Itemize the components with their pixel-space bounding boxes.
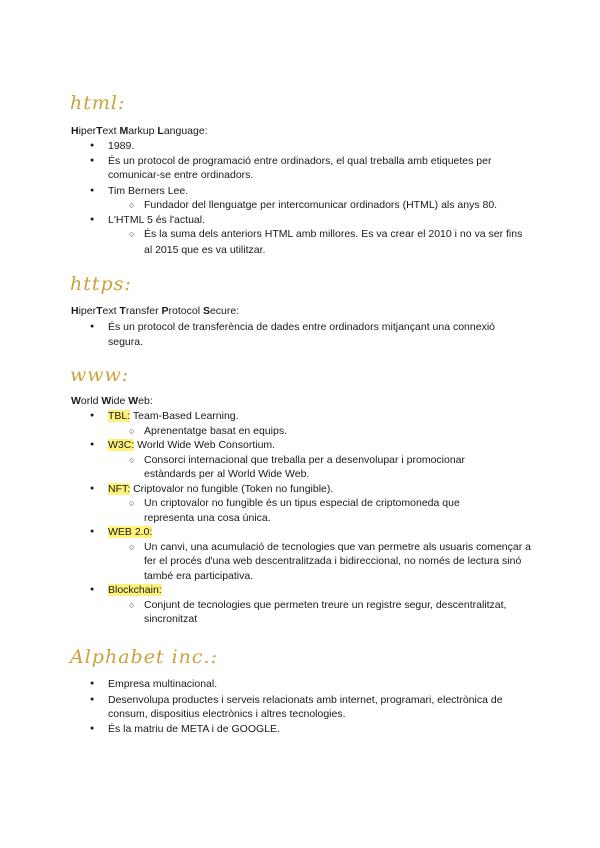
list-item: ● És un protocol de programació entre ordinadors, el qual treballa amb etiquetes per comunicar-se entre ordinadors. [71, 154, 531, 183]
acronym-definition-www: World Wide Web: [71, 395, 153, 407]
section-heading-alphabet: Alphabet inc.: [70, 646, 219, 668]
list-item [71, 525, 531, 540]
list-item: ● 1989. [71, 139, 531, 154]
highlighted-term: WEB 2.0: [108, 526, 153, 538]
www-list [71, 409, 531, 627]
list-item: ● Desenvolupa productes i serveis relacionats amb internet, programari, electrònica de consum, dispositius electrònics i altres tecnologies. [71, 693, 531, 722]
list-item [71, 583, 531, 598]
list-item: ● W3C: World Wide Web Consortium. [71, 438, 531, 453]
highlighted-term: NFT: [108, 482, 131, 495]
list-subitem: ○ És la suma dels anteriors HTML amb millores. Es va crear el 2010 i no va ser fins al 2015 que es va utilitzar. [71, 227, 531, 258]
list-item: ● És un protocol de transferència de dades entre ordinadors mitjançant una connexió segura. [71, 320, 531, 349]
list-subitem: ○ Consorci internacional que treballa per a desenvolupar i promocionar estàndards per al World Wide Web. [71, 453, 531, 482]
section-heading-html: html: [70, 92, 126, 114]
acronym-definition-html: HiperText Markup Language: [71, 125, 208, 137]
list-item: ● TBL: Team-Based Learning. [71, 409, 531, 424]
list-subitem: ○ Aprenentatge basat en equips. [71, 424, 531, 439]
section-heading-www: www: [70, 364, 130, 386]
alphabet-list [71, 677, 531, 736]
list-item: ● NFT: Criptovalor no fungible (Token no fungible). [71, 482, 531, 497]
acronym-definition-https: HiperText Transfer Protocol Secure: [71, 305, 240, 317]
highlighted-term: TBL: [108, 410, 131, 422]
section-heading-https: https: [70, 273, 132, 295]
list-subitem: ○ Conjunt de tecnologies que permeten treure un registre segur, descentralitzat, sincronitzat [71, 598, 531, 627]
list-item: ● Empresa multinacional. [71, 677, 531, 692]
list-subitem: ○ Un canvi, una acumulació de tecnologies que van permetre als usuaris començar a fer el procés d'una web descentralitzada i bidireccional, no només de lectura sinó també era participativa. [71, 540, 531, 584]
highlighted-term: W3C: [108, 439, 135, 451]
list-subitem: ○ Un criptovalor no fungible és un tipus especial de criptomoneda que representa una cosa única. [71, 496, 531, 525]
list-item: ● L'HTML 5 és l'actual. [71, 213, 531, 228]
list-item: ● Tim Berners Lee. [71, 184, 531, 199]
list-subitem: ○ Fundador del llenguatge per intercomunicar ordinadors (HTML) als anys 80. [71, 198, 531, 213]
highlighted-term: Blockchain: [108, 584, 162, 596]
https-list [71, 320, 531, 349]
list-item: ● És la matriu de META i de GOOGLE. [71, 722, 531, 737]
html-list [71, 139, 531, 258]
